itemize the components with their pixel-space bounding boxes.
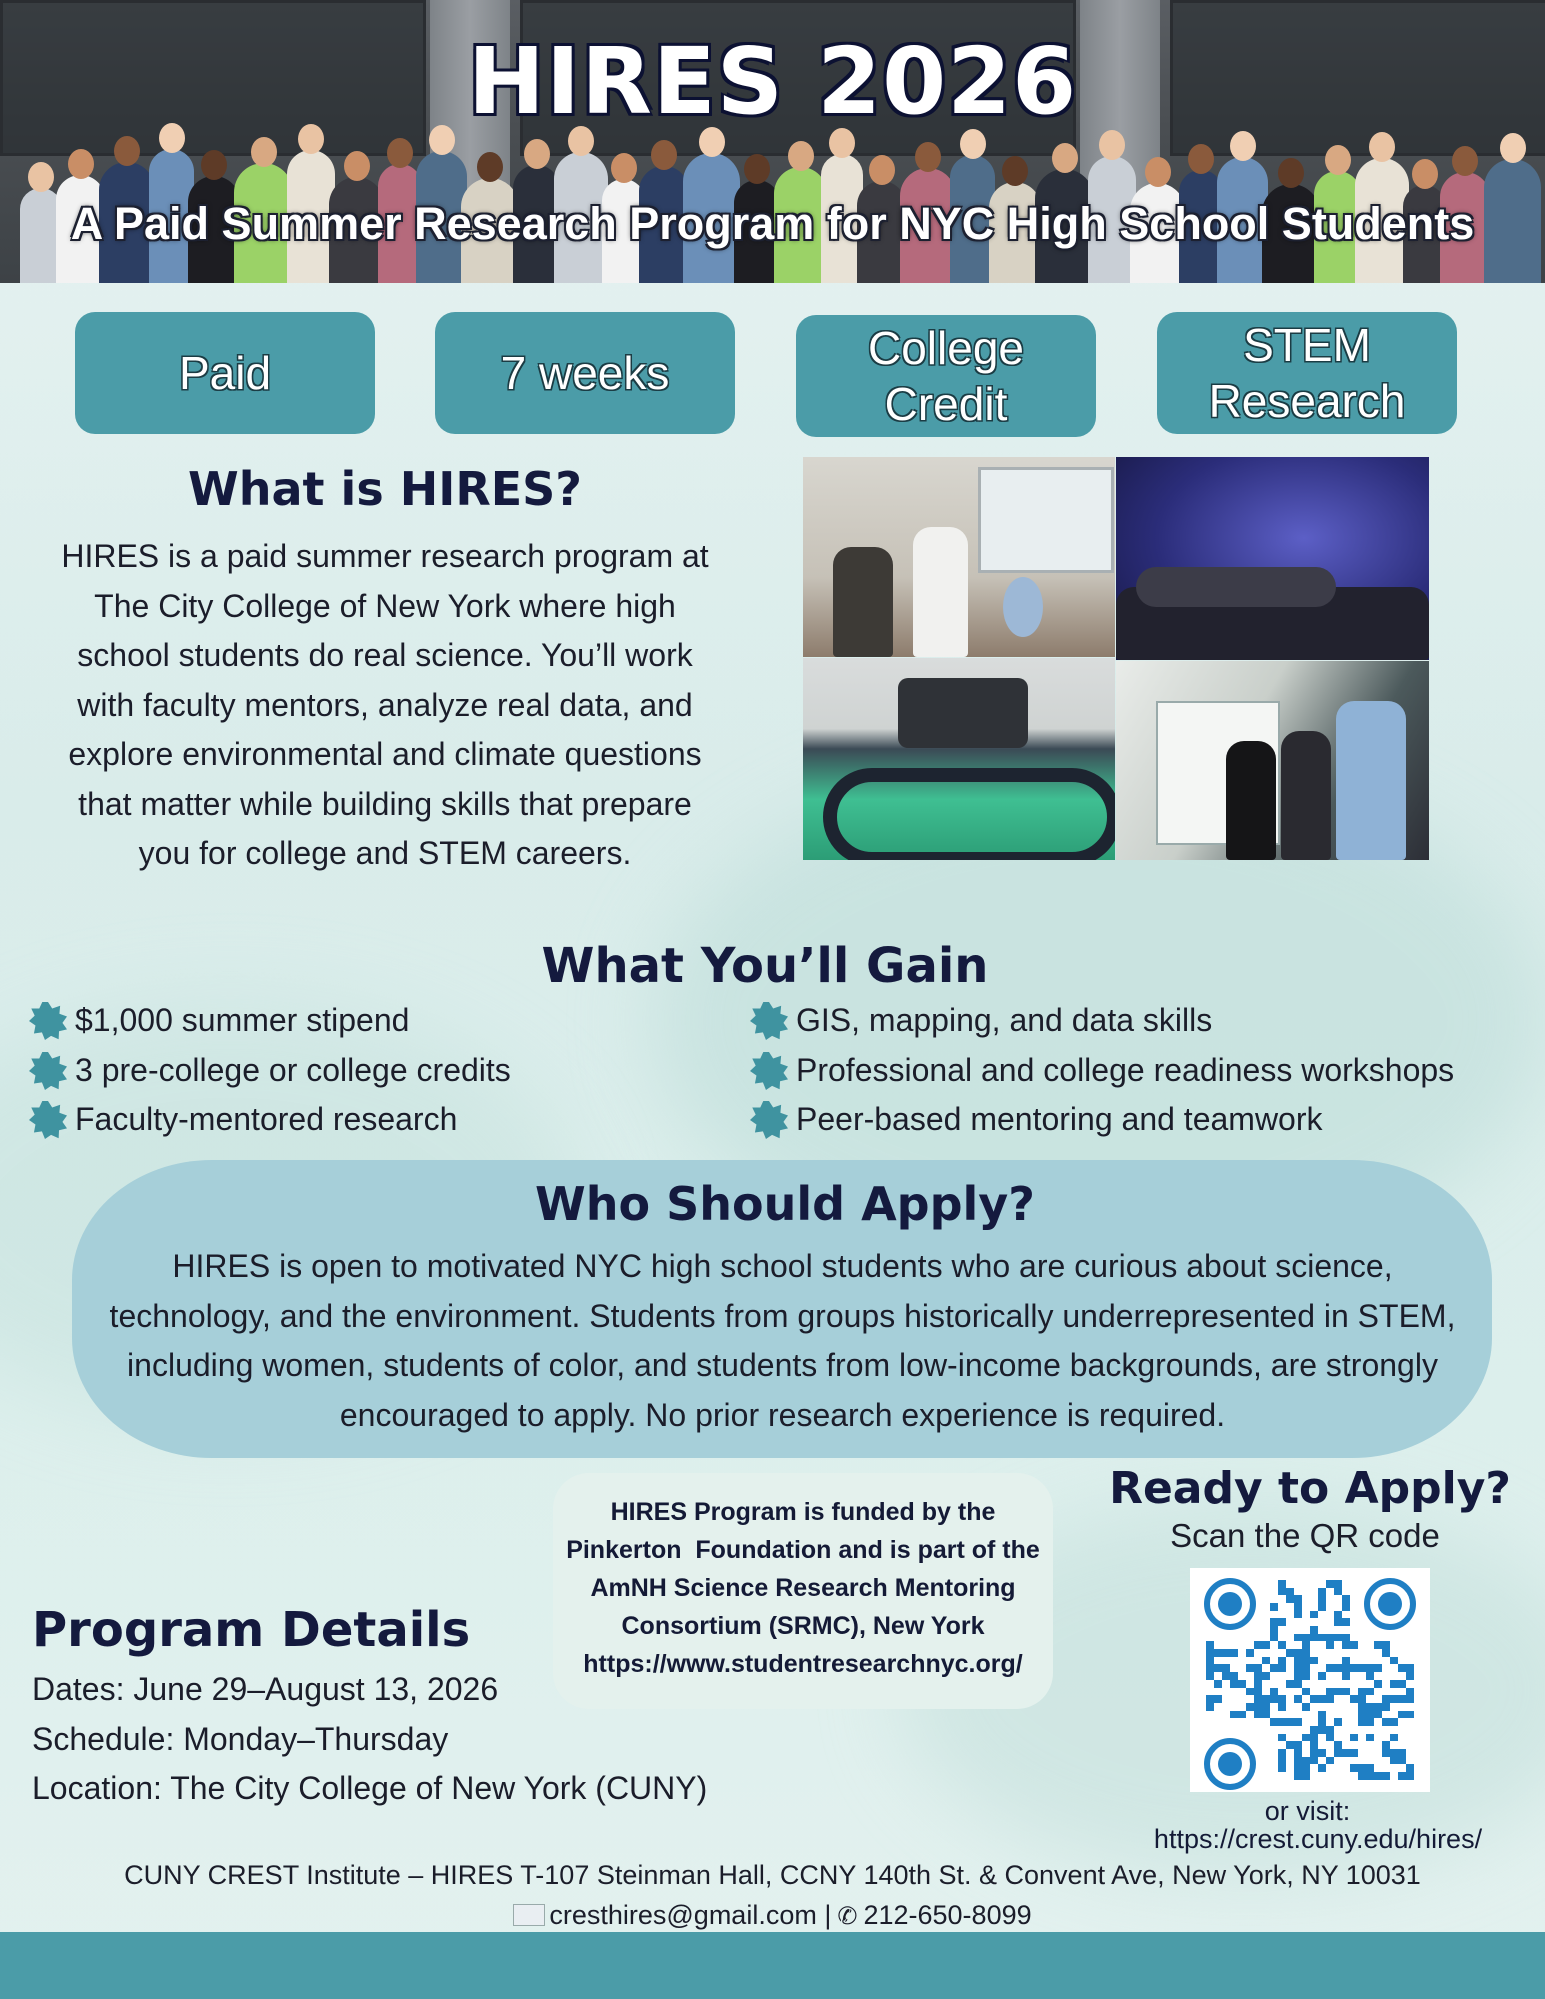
qr-module: [1318, 1726, 1326, 1734]
poster-session-photo: [1116, 661, 1429, 860]
qr-module: [1270, 1664, 1278, 1672]
qr-module: [1310, 1726, 1318, 1734]
details-location: Location: The City College of New York (CUNY): [32, 1770, 708, 1806]
qr-module: [1390, 1734, 1398, 1742]
crowd-head: [1145, 157, 1171, 187]
qr-module: [1318, 1672, 1326, 1680]
qr-module: [1246, 1703, 1254, 1711]
contact-email[interactable]: cresthires@gmail.com: [549, 1900, 817, 1930]
qr-module: [1398, 1749, 1406, 1757]
qr-finder-icon: [1364, 1578, 1416, 1630]
crowd-head: [1278, 158, 1304, 188]
qr-module: [1358, 1664, 1366, 1672]
qr-module: [1310, 1611, 1318, 1619]
qr-module: [1358, 1703, 1366, 1711]
funding-line: HIRES Program is funded by the: [610, 1498, 996, 1526]
crowd-head: [1369, 132, 1395, 162]
qr-module: [1350, 1749, 1358, 1757]
qr-module: [1262, 1703, 1270, 1711]
qr-module: [1366, 1718, 1374, 1726]
qr-module: [1374, 1711, 1382, 1719]
qr-module: [1398, 1695, 1406, 1703]
qr-module: [1254, 1688, 1262, 1696]
qr-module: [1382, 1718, 1390, 1726]
qr-module: [1294, 1695, 1302, 1703]
funding-box: [553, 1473, 1053, 1709]
qr-module: [1286, 1680, 1294, 1688]
qr-module: [1342, 1749, 1350, 1757]
qr-module: [1270, 1718, 1278, 1726]
qr-module: [1334, 1688, 1342, 1696]
qr-module: [1302, 1672, 1310, 1680]
qr-module: [1262, 1657, 1270, 1665]
qr-module: [1286, 1649, 1294, 1657]
qr-module: [1302, 1641, 1310, 1649]
qr-module: [1326, 1664, 1334, 1672]
qr-module: [1214, 1695, 1222, 1703]
crowd-head: [744, 154, 770, 184]
crowd-head: [201, 150, 227, 180]
details-heading: Program Details: [32, 1602, 471, 1658]
qr-module: [1302, 1764, 1310, 1772]
crowd-head: [1230, 131, 1256, 161]
qr-module: [1286, 1718, 1294, 1726]
crowd-head: [68, 149, 94, 179]
crowd-head: [1052, 143, 1078, 173]
qr-module: [1382, 1741, 1390, 1749]
feature-badges: [0, 312, 1545, 437]
qr-module: [1334, 1741, 1342, 1749]
qr-module: [1374, 1641, 1382, 1649]
qr-module: [1318, 1749, 1326, 1757]
qr-module: [1270, 1618, 1278, 1626]
qr-module: [1398, 1772, 1406, 1780]
who-heading: Who Should Apply?: [535, 1177, 1035, 1231]
qr-module: [1374, 1772, 1382, 1780]
qr-module: [1382, 1695, 1390, 1703]
qr-module: [1254, 1711, 1262, 1719]
bottom-bar: [0, 1932, 1545, 1999]
qr-module: [1342, 1641, 1350, 1649]
qr-module: [1206, 1695, 1214, 1703]
qr-module: [1206, 1664, 1214, 1672]
qr-module: [1310, 1634, 1318, 1642]
qr-module: [1390, 1695, 1398, 1703]
qr-module: [1358, 1772, 1366, 1780]
qr-module: [1254, 1641, 1262, 1649]
qr-module: [1254, 1695, 1262, 1703]
visualization-lab-photo: [1116, 457, 1429, 660]
footer-contact: [0, 1900, 1545, 1931]
qr-module: [1382, 1772, 1390, 1780]
qr-module: [1366, 1664, 1374, 1672]
funding-line: Consortium (SRMC), New York: [621, 1612, 985, 1640]
crowd-head: [477, 152, 503, 182]
qr-module: [1222, 1649, 1230, 1657]
qr-module: [1326, 1726, 1334, 1734]
qr-module: [1262, 1641, 1270, 1649]
qr-module: [1390, 1680, 1398, 1688]
qr-module: [1222, 1664, 1230, 1672]
page-subtitle: A Paid Summer Research Program for NYC High School Students: [70, 198, 1475, 249]
qr-module: [1342, 1688, 1350, 1696]
qr-module: [1262, 1711, 1270, 1719]
crowd-head: [651, 140, 677, 170]
crowd-head: [1002, 156, 1028, 186]
qr-module: [1342, 1603, 1350, 1611]
crowd-head: [524, 139, 550, 169]
visit-label: or visit:: [1264, 1796, 1351, 1826]
qr-module: [1382, 1703, 1390, 1711]
qr-module: [1278, 1718, 1286, 1726]
crowd-head: [915, 142, 941, 172]
qr-module: [1206, 1703, 1214, 1711]
qr-module: [1230, 1680, 1238, 1688]
qr-module: [1294, 1611, 1302, 1619]
gain-item: Faculty-mentored research: [75, 1099, 457, 1139]
qr-module: [1382, 1641, 1390, 1649]
who-body: HIRES is open to motivated NYC high school students who are curious about science, technology, and the environment. Students from groups historically underrepresented in STEM, including women, students of color, and students from low-income backgrounds, are strongly encouraged to apply. No prior research experience is required.: [109, 1248, 1456, 1433]
qr-module: [1350, 1641, 1358, 1649]
qr-module: [1326, 1641, 1334, 1649]
qr-module: [1366, 1703, 1374, 1711]
qr-module: [1390, 1757, 1398, 1765]
qr-module: [1278, 1764, 1286, 1772]
qr-module: [1406, 1672, 1414, 1680]
qr-module: [1406, 1664, 1414, 1672]
crowd-head: [114, 136, 140, 166]
qr-module: [1294, 1749, 1302, 1757]
qr-module: [1262, 1695, 1270, 1703]
qr-module: [1374, 1664, 1382, 1672]
envelope-icon: [513, 1904, 545, 1926]
qr-module: [1254, 1703, 1262, 1711]
qr-module: [1270, 1695, 1278, 1703]
qr-module: [1254, 1680, 1262, 1688]
qr-module: [1214, 1664, 1222, 1672]
qr-module: [1278, 1641, 1286, 1649]
page-title: HIRES 2026: [467, 28, 1078, 135]
crowd-head: [1452, 146, 1478, 176]
qr-module: [1294, 1718, 1302, 1726]
qr-module: [1302, 1649, 1310, 1657]
qr-module: [1302, 1664, 1310, 1672]
qr-module: [1358, 1764, 1366, 1772]
qr-module: [1206, 1649, 1214, 1657]
qr-module: [1302, 1657, 1310, 1665]
qr-module: [1302, 1734, 1310, 1742]
qr-module: [1246, 1688, 1254, 1696]
qr-module: [1334, 1749, 1342, 1757]
qr-module: [1230, 1711, 1238, 1719]
qr-module: [1230, 1672, 1238, 1680]
crowd-head: [611, 153, 637, 183]
qr-module: [1350, 1734, 1358, 1742]
qr-module: [1270, 1688, 1278, 1696]
qr-module: [1366, 1734, 1374, 1742]
qr-module: [1366, 1672, 1374, 1680]
qr-module: [1334, 1580, 1342, 1588]
qr-module: [1342, 1618, 1350, 1626]
details-schedule: Schedule: Monday–Thursday: [32, 1721, 449, 1757]
qr-module: [1358, 1688, 1366, 1696]
qr-module: [1326, 1757, 1334, 1765]
classroom-photo: [803, 457, 1115, 657]
badge-stem-research: STEM Research: [1157, 312, 1457, 434]
qr-module: [1302, 1634, 1310, 1642]
qr-module: [1294, 1603, 1302, 1611]
qr-module: [1294, 1680, 1302, 1688]
crowd-head: [344, 151, 370, 181]
what-heading: What is HIRES?: [188, 462, 582, 516]
qr-module: [1406, 1764, 1414, 1772]
qr-module: [1310, 1757, 1318, 1765]
qr-module: [1342, 1595, 1350, 1603]
footer-address: CUNY CREST Institute – HIRES T-107 Steinman Hall, CCNY 140th St. & Convent Ave, New York, NY 10031: [124, 1860, 1421, 1890]
qr-module: [1254, 1672, 1262, 1680]
qr-code[interactable]: [1190, 1568, 1430, 1792]
qr-module: [1318, 1595, 1326, 1603]
qr-module: [1318, 1764, 1326, 1772]
qr-module: [1310, 1749, 1318, 1757]
qr-module: [1278, 1618, 1286, 1626]
qr-module: [1318, 1695, 1326, 1703]
gain-heading: What You’ll Gain: [541, 938, 989, 994]
qr-module: [1294, 1764, 1302, 1772]
qr-module: [1278, 1657, 1286, 1665]
qr-module: [1246, 1664, 1254, 1672]
qr-module: [1206, 1657, 1214, 1665]
crowd-head: [1500, 133, 1526, 163]
qr-module: [1270, 1603, 1278, 1611]
qr-module: [1390, 1749, 1398, 1757]
apply-heading: Ready to Apply?: [1109, 1463, 1511, 1514]
qr-module: [1294, 1649, 1302, 1657]
funding-line: AmNH Science Research Mentoring: [590, 1574, 1016, 1602]
qr-module: [1214, 1649, 1222, 1657]
qr-module: [1382, 1649, 1390, 1657]
qr-module: [1342, 1634, 1350, 1642]
qr-module: [1382, 1749, 1390, 1757]
qr-module: [1270, 1634, 1278, 1642]
qr-module: [1206, 1672, 1214, 1680]
qr-module: [1278, 1588, 1286, 1596]
qr-module: [1318, 1711, 1326, 1719]
gain-item: 3 pre-college or college credits: [75, 1050, 511, 1090]
qr-module: [1326, 1734, 1334, 1742]
qr-module: [1294, 1664, 1302, 1672]
crowd-head: [1325, 145, 1351, 175]
qr-module: [1334, 1611, 1342, 1619]
qr-module: [1270, 1626, 1278, 1634]
qr-module: [1326, 1695, 1334, 1703]
qr-module: [1366, 1772, 1374, 1780]
qr-module: [1366, 1688, 1374, 1696]
qr-module: [1406, 1772, 1414, 1780]
qr-module: [1406, 1688, 1414, 1696]
gain-item: Professional and college readiness workshops: [796, 1050, 1454, 1090]
qr-module: [1294, 1741, 1302, 1749]
qr-module: [1310, 1734, 1318, 1742]
hero-banner: [0, 0, 1545, 283]
details-dates: Dates: June 29–August 13, 2026: [32, 1671, 499, 1707]
qr-module: [1358, 1695, 1366, 1703]
crowd-head: [869, 155, 895, 185]
gain-item: GIS, mapping, and data skills: [796, 1000, 1212, 1040]
qr-module: [1278, 1695, 1286, 1703]
qr-module: [1350, 1664, 1358, 1672]
what-body: HIRES is a paid summer research program at The City College of New York where high school students do real science. You’ll work with faculty mentors, analyze real data, and explore environmental and climate questions that matter while building skills that prepare you for college and STEM careers.: [61, 538, 709, 871]
qr-module: [1334, 1588, 1342, 1596]
qr-module: [1398, 1711, 1406, 1719]
qr-module: [1326, 1688, 1334, 1696]
qr-module: [1302, 1703, 1310, 1711]
qr-module: [1406, 1695, 1414, 1703]
qr-module: [1390, 1718, 1398, 1726]
contact-phone[interactable]: 212-650-8099: [863, 1900, 1032, 1930]
qr-module: [1278, 1749, 1286, 1757]
crowd-head: [1412, 159, 1438, 189]
qr-module: [1294, 1634, 1302, 1642]
qr-module: [1310, 1657, 1318, 1665]
qr-module: [1238, 1711, 1246, 1719]
qr-finder-icon: [1204, 1578, 1256, 1630]
qr-module: [1358, 1718, 1366, 1726]
qr-module: [1374, 1703, 1382, 1711]
qr-module: [1286, 1741, 1294, 1749]
qr-module: [1262, 1672, 1270, 1680]
qr-module: [1350, 1695, 1358, 1703]
qr-module: [1406, 1711, 1414, 1719]
qr-module: [1310, 1626, 1318, 1634]
qr-module: [1238, 1680, 1246, 1688]
qr-module: [1294, 1772, 1302, 1780]
qr-module: [1302, 1772, 1310, 1780]
qr-module: [1294, 1757, 1302, 1765]
qr-module: [1230, 1649, 1238, 1657]
visit-link[interactable]: https://crest.cuny.edu/hires/: [1153, 1824, 1483, 1854]
qr-module: [1398, 1664, 1406, 1672]
qr-module: [1294, 1672, 1302, 1680]
qr-module: [1310, 1741, 1318, 1749]
qr-module: [1302, 1688, 1310, 1696]
qr-module: [1246, 1649, 1254, 1657]
qr-module: [1398, 1680, 1406, 1688]
qr-module: [1398, 1757, 1406, 1765]
crowd-head: [387, 138, 413, 168]
qr-module: [1326, 1634, 1334, 1642]
qr-module: [1318, 1718, 1326, 1726]
qr-module: [1334, 1718, 1342, 1726]
qr-module: [1206, 1641, 1214, 1649]
qr-module: [1294, 1657, 1302, 1665]
crowd-head: [251, 137, 277, 167]
apply-subheading: Scan the QR code: [1170, 1517, 1440, 1554]
badge-paid: Paid: [75, 312, 375, 434]
qr-module: [1278, 1757, 1286, 1765]
qr-module: [1310, 1695, 1318, 1703]
badge-college-credit: College Credit: [796, 315, 1096, 437]
qr-module: [1278, 1703, 1286, 1711]
qr-module: [1334, 1634, 1342, 1642]
qr-module: [1318, 1588, 1326, 1596]
qr-module: [1286, 1588, 1294, 1596]
robot-track-photo: [803, 658, 1115, 860]
qr-module: [1318, 1634, 1326, 1642]
qr-module: [1366, 1764, 1374, 1772]
qr-module: [1214, 1680, 1222, 1688]
qr-module: [1278, 1734, 1286, 1742]
crowd-head: [788, 141, 814, 171]
crowd-head: [28, 162, 54, 192]
qr-module: [1222, 1672, 1230, 1680]
qr-module: [1286, 1595, 1294, 1603]
qr-module: [1278, 1664, 1286, 1672]
qr-module: [1278, 1580, 1286, 1588]
photo-collage: [803, 457, 1429, 860]
qr-module: [1326, 1580, 1334, 1588]
qr-finder-icon: [1204, 1738, 1256, 1790]
phone-icon: ✆: [837, 1903, 858, 1930]
qr-module: [1294, 1595, 1302, 1603]
qr-module: [1358, 1711, 1366, 1719]
qr-module: [1302, 1757, 1310, 1765]
badge-duration: 7 weeks: [435, 312, 735, 434]
qr-module: [1334, 1618, 1342, 1626]
qr-module: [1342, 1657, 1350, 1665]
qr-module: [1390, 1657, 1398, 1665]
qr-module: [1342, 1672, 1350, 1680]
funding-line: Pinkerton Foundation and is part of the: [566, 1536, 1040, 1564]
gain-item: $1,000 summer stipend: [75, 1000, 409, 1040]
qr-module: [1318, 1603, 1326, 1611]
funding-url[interactable]: https://www.studentresearchnyc.org/: [583, 1650, 1023, 1678]
qr-module: [1366, 1711, 1374, 1719]
crowd-head: [1188, 144, 1214, 174]
qr-module: [1334, 1664, 1342, 1672]
qr-module: [1342, 1664, 1350, 1672]
gain-item: Peer-based mentoring and teamwork: [796, 1099, 1323, 1139]
contact-separator: |: [824, 1900, 832, 1930]
qr-module: [1374, 1680, 1382, 1688]
qr-module: [1254, 1664, 1262, 1672]
qr-module: [1350, 1764, 1358, 1772]
